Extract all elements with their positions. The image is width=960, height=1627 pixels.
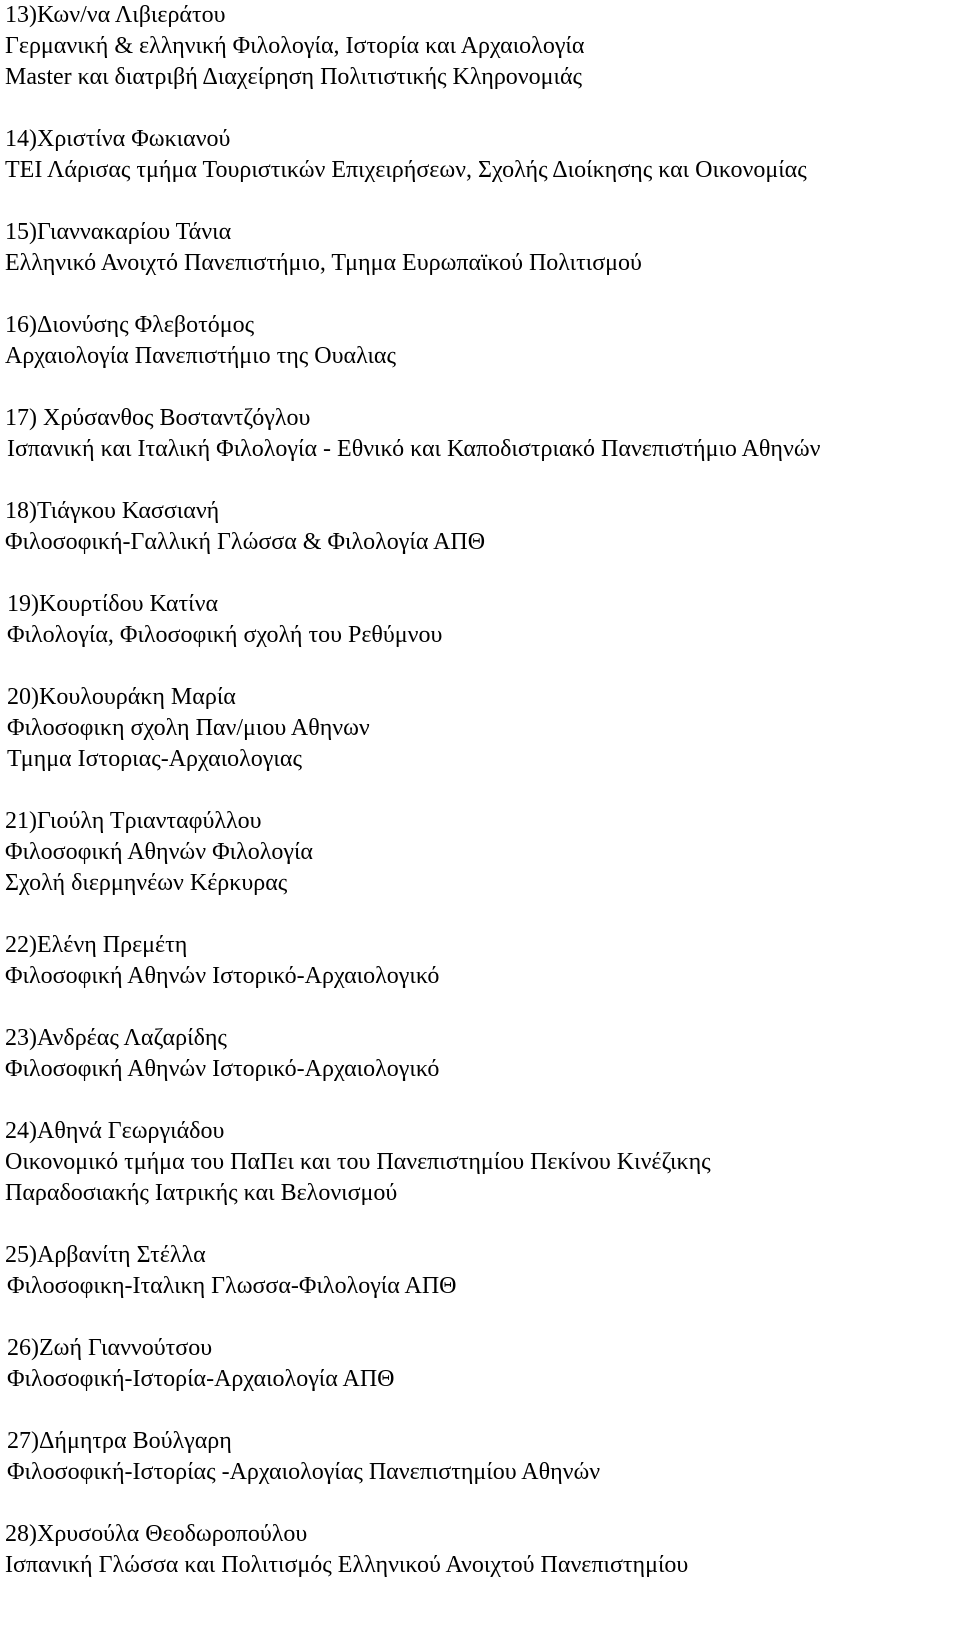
entry-spacer (5, 465, 960, 496)
entry-detail: Ισπανική και Ιταλική Φιλολογία - Εθνικό και Καποδιστριακό Πανεπιστήμιο Αθηνών (7, 436, 821, 462)
list-item (5, 496, 960, 558)
entry-detail: Αρχαιολογία Πανεπιστήμιο της Ουαλιας (5, 343, 396, 369)
entry-name: 26)Ζωή Γιαννούτσου (7, 1335, 213, 1361)
entry-detail: Φιλοσοφική-Γαλλική Γλώσσα & Φιλολογία ΑΠΘ (5, 529, 486, 555)
entry-name: 15)Γιαννακαρίου Τάνια (5, 219, 232, 245)
entry-spacer (5, 1302, 960, 1333)
entry-name: 14)Χριστίνα Φωκιανού (5, 126, 231, 152)
entry-detail: Σχολή διερμηνέων Κέρκυρας (5, 870, 288, 896)
entry-name: 16)Διονύσης Φλεβοτόμος (5, 312, 255, 338)
list-item (5, 682, 960, 775)
entry-detail: Ελληνικό Ανοιχτό Πανεπιστήμιο, Τμημα Ευρωπαϊκού Πολιτισμού (5, 250, 642, 276)
list-item (5, 0, 960, 93)
list-item (5, 403, 960, 465)
entry-spacer (5, 1395, 960, 1426)
list-item (5, 1116, 960, 1209)
list-item (5, 310, 960, 372)
entry-name: 19)Κουρτίδου Κατίνα (7, 591, 219, 617)
entry-detail: Οικονομικό τμήμα του ΠαΠει και του Πανεπιστημίου Πεκίνου Κινέζικης (5, 1149, 711, 1175)
entry-detail: Φιλοσοφική Αθηνών Ιστορικό-Αρχαιολογικό (5, 963, 440, 989)
entry-name: 25)Αρβανίτη Στέλλα (5, 1242, 206, 1268)
entry-name: 20)Κουλουράκη Μαρία (7, 684, 236, 710)
entry-detail: Ισπανική Γλώσσα και Πολιτισμός Ελληνικού Ανοιχτού Πανεπιστημίου (5, 1552, 689, 1578)
entry-detail: Φιλοσοφικη σχολη Παν/μιου Αθηνων (7, 715, 370, 741)
entry-spacer (5, 1209, 960, 1240)
entry-detail: Φιλοσοφική-Ιστορία-Αρχαιολογία ΑΠΘ (7, 1366, 395, 1392)
list-item (5, 1333, 960, 1395)
list-item (5, 930, 960, 992)
entry-spacer (5, 1488, 960, 1519)
list-item (5, 1240, 960, 1302)
entry-detail: Φιλολογία, Φιλοσοφική σχολή του Ρεθύμνου (7, 622, 443, 648)
entry-name: 13)Κων/να Λιβιεράτου (5, 2, 226, 28)
entry-name: 23)Ανδρέας Λαζαρίδης (5, 1025, 227, 1051)
entry-name: 24)Αθηνά Γεωργιάδου (5, 1118, 225, 1144)
entry-detail: Τμημα Ιστοριας-Αρχαιολογιας (7, 746, 302, 772)
entry-name: 21)Γιούλη Τριανταφύλλου (5, 808, 262, 834)
entry-name: 22)Ελένη Πρεμέτη (5, 932, 188, 958)
entry-name: 28)Χρυσούλα Θεοδωροπούλου (5, 1521, 308, 1547)
entry-name: 18)Τιάγκου Κασσιανή (5, 498, 220, 524)
entry-name: 27)Δήμητρα Βούλγαρη (7, 1428, 232, 1454)
entry-detail: Γερμανική & ελληνική Φιλολογία, Ιστορία και Αρχαιολογία (5, 33, 585, 59)
list-item (5, 217, 960, 279)
entry-detail: Φιλοσοφική Αθηνών Ιστορικό-Αρχαιολογικό (5, 1056, 440, 1082)
entry-spacer (5, 93, 960, 124)
entry-spacer (5, 992, 960, 1023)
entry-spacer (5, 899, 960, 930)
entry-spacer (5, 186, 960, 217)
entry-detail: Φιλοσοφική Αθηνών Φιλολογία (5, 839, 313, 865)
entry-spacer (5, 775, 960, 806)
entry-detail: ΤΕΙ Λάρισας τμήμα Τουριστικών Επιχειρήσεων, Σχολής Διοίκησης και Οικονομίας (5, 157, 807, 183)
entry-detail: Παραδοσιακής Ιατρικής και Βελονισμού (5, 1180, 398, 1206)
entry-spacer (5, 279, 960, 310)
list-item (5, 589, 960, 651)
entry-spacer (5, 1085, 960, 1116)
entry-detail: Φιλοσοφική-Ιστορίας -Αρχαιολογίας Πανεπιστημίου Αθηνών (7, 1459, 601, 1485)
entry-name: 17) Χρύσανθος Βοσταντζόγλου (5, 405, 311, 431)
entry-detail: Φιλοσοφικη-Ιταλικη Γλωσσα-Φιλολογία ΑΠΘ (7, 1273, 457, 1299)
entry-spacer (5, 651, 960, 682)
list-item (5, 1023, 960, 1085)
entry-spacer (5, 558, 960, 589)
entry-detail: Master και διατριβή Διαχείρηση Πολιτιστικής Κληρονομιάς (5, 64, 583, 90)
list-item (5, 124, 960, 186)
list-item (5, 1519, 960, 1581)
list-item (5, 1426, 960, 1488)
list-item (5, 806, 960, 899)
entry-spacer (5, 372, 960, 403)
